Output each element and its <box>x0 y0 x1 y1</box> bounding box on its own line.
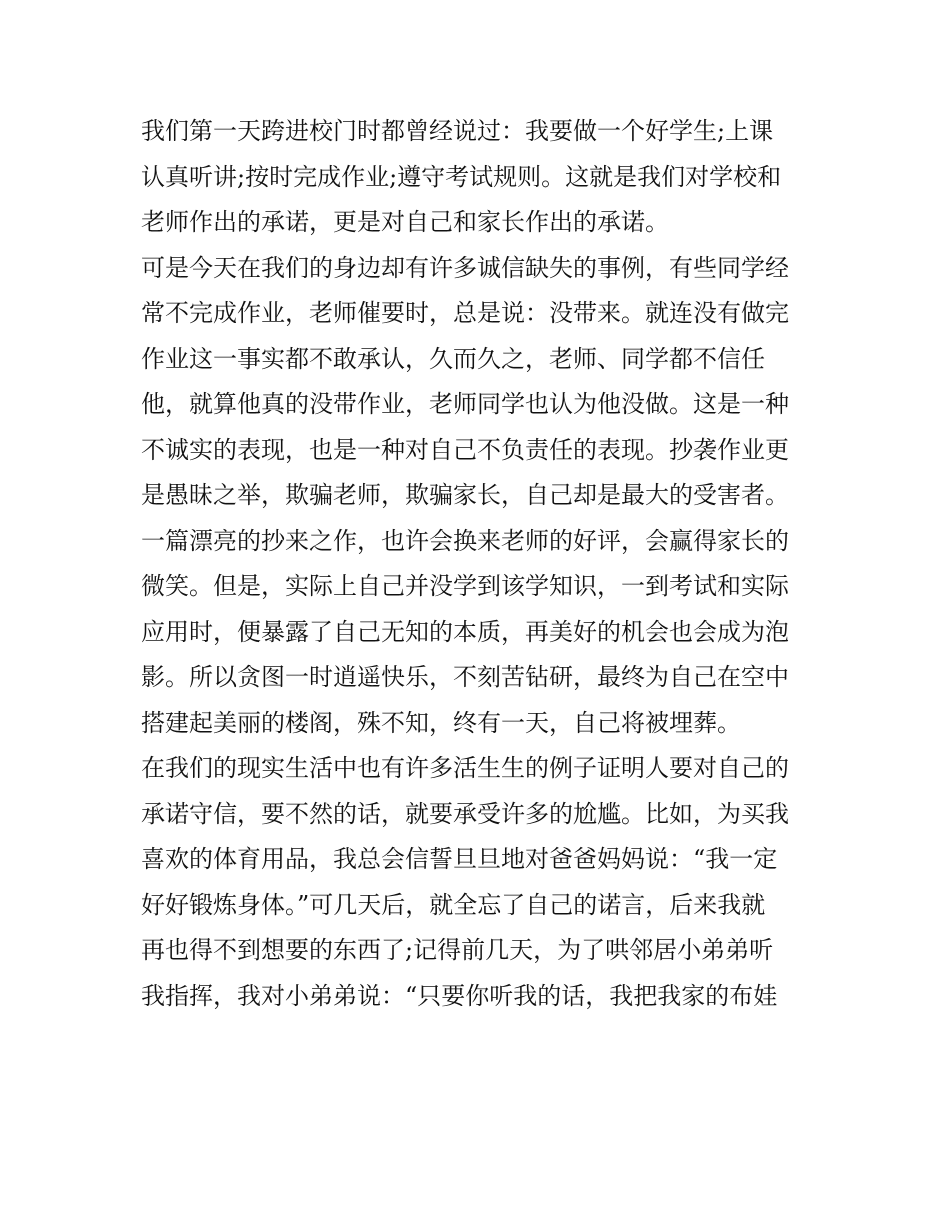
text-line: 可是今天在我们的身边却有许多诚信缺失的事例，有些同学经 <box>141 253 789 282</box>
text-line: 再也得不到想要的东西了;记得前几天，为了哄邻居小弟弟听 <box>141 936 774 964</box>
text-line: 常不完成作业，老师催要时，总是说：没带来。就连没有做完 <box>141 299 789 327</box>
text-line: 他，就算他真的没带作业，老师同学也认为他没做。这是一种 <box>141 390 789 418</box>
text-line: 作业这一事实都不敢承认，久而久之，老师、同学都不信任 <box>141 344 765 373</box>
text-line: 搭建起美丽的楼阁，殊不知，终有一天，自己将被埋葬。 <box>141 708 741 737</box>
text-line: 承诺守信，要不然的话，就要承受许多的尬尴。比如，为买我 <box>141 799 789 828</box>
text-line: 在我们的现实生活中也有许多活生生的例子证明人要对自己的 <box>141 754 789 782</box>
text-line: 影。所以贪图一时逍遥快乐，不刻苦钻研，最终为自己在空中 <box>141 663 789 691</box>
text-line: 是愚昧之举，欺骗老师，欺骗家长，自己却是最大的受害者。 <box>141 481 789 509</box>
text-line: 我们第一天跨进校门时都曾经说过：我要做一个好学生;上课 <box>141 117 774 145</box>
text-line: 认真听讲;按时完成作业;遵守考试规则。这就是我们对学校和 <box>141 162 782 191</box>
text-line: 一篇漂亮的抄来之作，也许会换来老师的好评，会赢得家长的 <box>141 526 789 555</box>
text-line: 我指挥，我对小弟弟说：“只要你听我的话，我把我家的布娃 <box>141 981 778 1010</box>
text-line: 喜欢的体育用品，我总会信誓旦旦地对爸爸妈妈说：“我一定 <box>141 845 778 873</box>
body-text <box>141 109 821 1019</box>
text-line: 应用时，便暴露了自己无知的本质，再美好的机会也会成为泡 <box>141 617 789 646</box>
text-line: 微笑。但是，实际上自己并没学到该学知识，一到考试和实际 <box>141 572 789 600</box>
text-line: 好好锻炼身体。”可几天后，就全忘了自己的诺言，后来我就 <box>141 890 766 919</box>
text-line: 不诚实的表现，也是一种对自己不负责任的表现。抄袭作业更 <box>141 435 789 464</box>
text-line: 老师作出的承诺，更是对自己和家长作出的承诺。 <box>141 208 669 236</box>
